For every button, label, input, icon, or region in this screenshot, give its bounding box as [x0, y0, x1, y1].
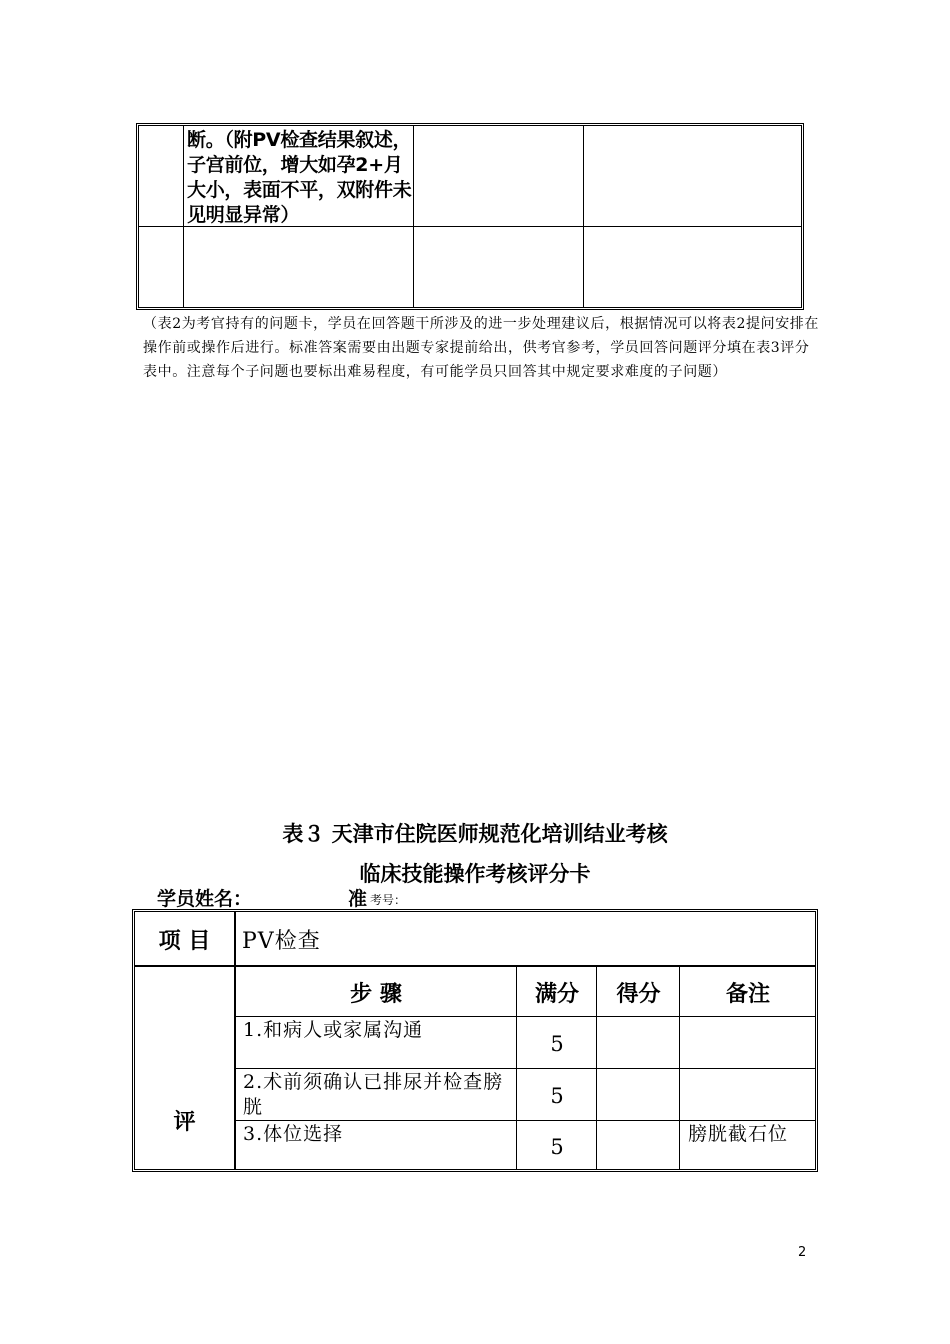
side-label: 评 [173, 1110, 196, 1135]
table-divider [135, 965, 815, 967]
table-divider [516, 965, 517, 1169]
page-number: 2 [798, 1245, 807, 1260]
step-text: 2.术前须确认已排尿并检查膀胱 [243, 1071, 504, 1118]
exam-number-suffix: 考号： [370, 893, 407, 907]
item-label: 项 目 [158, 929, 211, 954]
table-divider [234, 912, 236, 1169]
table-divider [234, 1120, 815, 1121]
item-value: PV检查 [242, 929, 321, 954]
table-divider [583, 126, 584, 307]
full-score: 5 [550, 1084, 564, 1108]
note-cell: 膀胱截石位 [688, 1123, 789, 1145]
step-text: 1.和病人或家属沟通 [243, 1019, 424, 1041]
table-title-line2: 临床技能操作考核评分卡 [359, 862, 591, 886]
column-header-score: 得分 [616, 982, 661, 1007]
table-divider [679, 965, 680, 1169]
step-text: 3.体位选择 [243, 1123, 344, 1145]
table-title-line1: 表３ 天津市住院医师规范化培训结业考核 [282, 822, 668, 846]
table-divider [234, 1068, 815, 1069]
pv-result-cell: 断。（附PV检查结果叙述，子宫前位，增大如孕2+月大小，表面不平，双附件未见明显异常） [187, 129, 412, 226]
instruction-note: （表2为考官持有的问题卡，学员在回答题干所涉及的进一步处理建议后，根据情况可以将表2提问安排在操作前或操作后进行。标准答案需要由出题专家提前给出，供考官参考，学员回答问题评分填在表3评分表中。注意每个子问题也要标出难易程度，有可能学员只回答其中规定要求难度的子问题） [143, 316, 820, 380]
column-header-full: 满分 [534, 982, 579, 1007]
table-divider [234, 1016, 815, 1017]
full-score: 5 [550, 1032, 564, 1056]
table-divider [596, 965, 597, 1169]
exam-number-label: 准 [348, 888, 368, 910]
column-header-note: 备注 [725, 982, 770, 1007]
column-header-step: 步 骤 [350, 982, 402, 1007]
full-score: 5 [550, 1135, 564, 1159]
scoring-table [132, 909, 818, 1172]
student-name-label: 学员姓名： [157, 888, 253, 910]
table-divider [183, 126, 184, 307]
continued-table [136, 123, 804, 310]
